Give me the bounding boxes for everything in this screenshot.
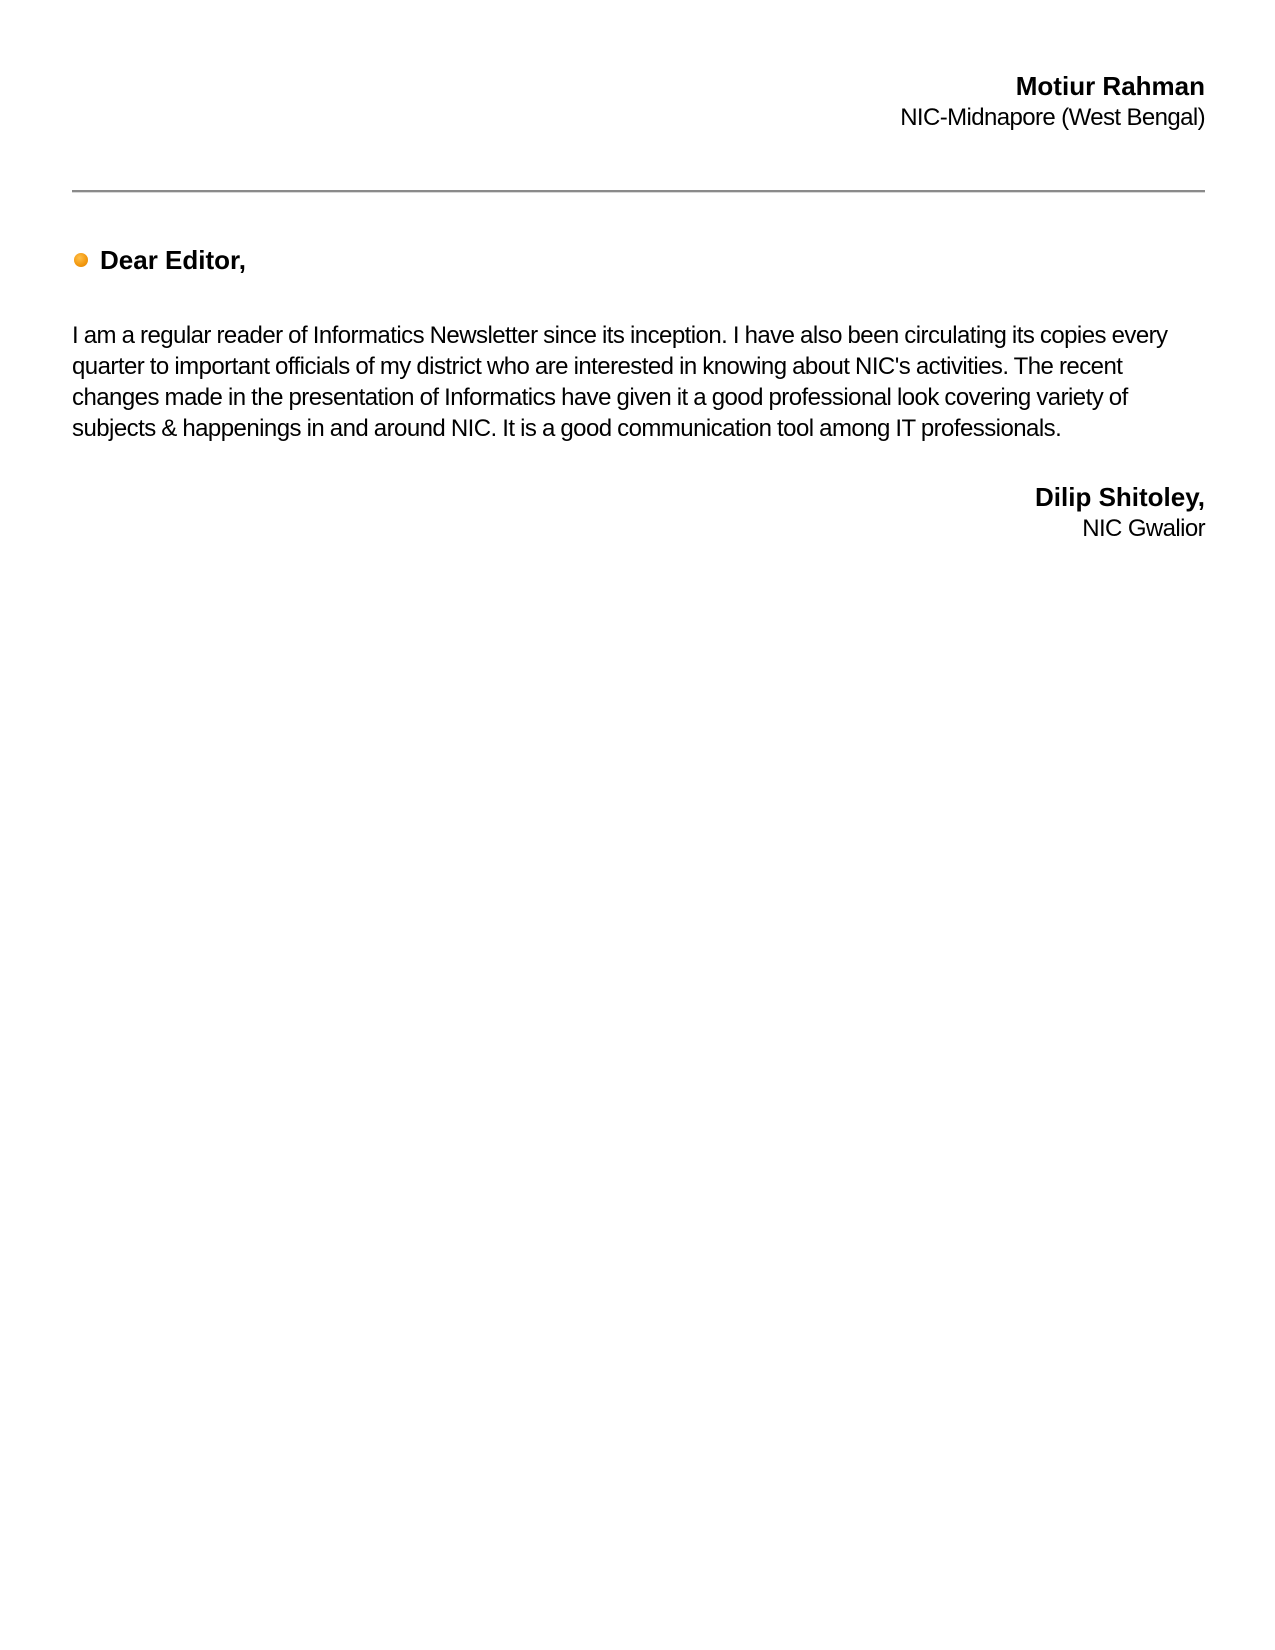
signature-name: Motiur Rahman xyxy=(1015,71,1205,101)
letter-heading xyxy=(72,244,246,276)
letter-body: I am a regular reader of Informatics Newsletter since its inception. I have also been circulating its copies every quarter to important officials of my district who are interested in knowing about NIC's activities. The recent changes made in the presentation of Informatics have given it a good professional look covering variety of subjects & happenings in and around NIC. It is a good communication tool among IT professionals. xyxy=(72,322,1168,442)
signature-organization: NIC-Midnapore (West Bengal) xyxy=(900,104,1205,131)
letter-signature xyxy=(505,481,1205,545)
signature-name: Dilip Shitoley, xyxy=(1035,482,1205,512)
bullet-icon xyxy=(74,253,88,267)
salutation: Dear Editor, xyxy=(100,245,246,275)
signature-organization: NIC Gwalior xyxy=(1082,515,1205,542)
previous-letter-signature xyxy=(505,70,1205,134)
section-divider xyxy=(72,190,1205,193)
letter-page xyxy=(72,0,1205,1650)
